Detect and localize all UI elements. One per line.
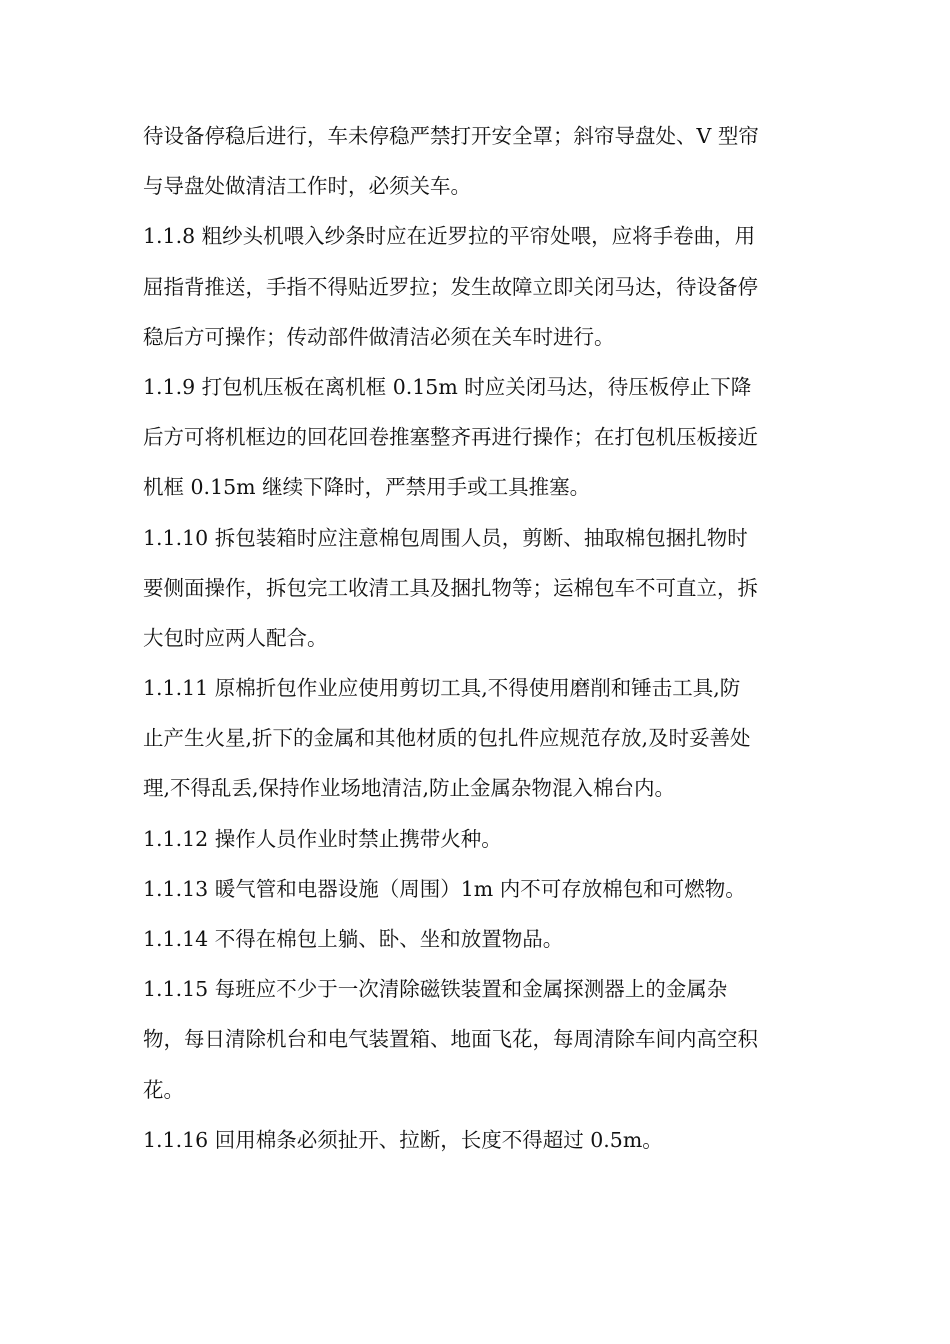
document-body bbox=[143, 111, 813, 1165]
text-line: 花。 bbox=[143, 1077, 184, 1102]
text-line: 大包时应两人配合。 bbox=[143, 625, 328, 650]
clause-1-1-14-line: 1.1.14 不得在棉包上躺、卧、坐和放置物品。 bbox=[143, 927, 564, 951]
clause-1-1-12-line: 1.1.12 操作人员作业时禁止携带火种。 bbox=[143, 826, 502, 851]
text-line: 稳后方可操作；传动部件做清洁必须在关车时进行。 bbox=[143, 324, 615, 349]
clause-1-1-11-line: 1.1.11 原棉折包作业应使用剪切工具,不得使用磨削和锤击工具,防 bbox=[143, 676, 741, 701]
text-line: 屈指背推送，手指不得贴近罗拉；发生故障立即关闭马达，待设备停 bbox=[143, 274, 758, 299]
clause-1-1-15-line: 1.1.15 每班应不少于一次清除磁铁装置和金属探测器上的金属杂 bbox=[143, 977, 728, 1002]
text-line: 要侧面操作，拆包完工收清工具及捆扎物等；运棉包车不可直立，拆 bbox=[143, 575, 758, 600]
text-line: 止产生火星,折下的金属和其他材质的包扎件应规范存放,及时妥善处 bbox=[143, 726, 751, 751]
text-line: 理,不得乱丢,保持作业场地清洁,防止金属杂物混入棉台内。 bbox=[143, 776, 676, 801]
clause-1-1-9-line: 1.1.9 打包机压板在离机框 0.15m 时应关闭马达，待压板停止下降 bbox=[143, 374, 752, 399]
clause-1-1-13-line: 1.1.13 暖气管和电器设施（周围）1m 内不可存放棉包和可燃物。 bbox=[143, 876, 746, 901]
text-line: 待设备停稳后进行，车未停稳严禁打开安全罩；斜帘导盘处、V 型帘 bbox=[143, 124, 759, 148]
text-line: 机框 0.15m 继续下降时，严禁用手或工具推塞。 bbox=[143, 475, 591, 500]
text-line: 后方可将机框边的回花回卷推塞整齐再进行操作；在打包机压板接近 bbox=[143, 425, 758, 450]
text-line: 物，每日清除机台和电气装置箱、地面飞花，每周清除车间内高空积 bbox=[143, 1027, 758, 1052]
clause-1-1-10-line: 1.1.10 拆包装箱时应注意棉包周围人员，剪断、抽取棉包捆扎物时 bbox=[143, 525, 748, 550]
clause-1-1-16-line: 1.1.16 回用棉条必须扯开、拉断，长度不得超过 0.5m。 bbox=[143, 1127, 663, 1152]
text-line: 与导盘处做清洁工作时，必须关车。 bbox=[143, 174, 471, 199]
clause-1-1-8-line: 1.1.8 粗纱头机喂入纱条时应在近罗拉的平帘处喂，应将手卷曲，用 bbox=[143, 224, 756, 249]
